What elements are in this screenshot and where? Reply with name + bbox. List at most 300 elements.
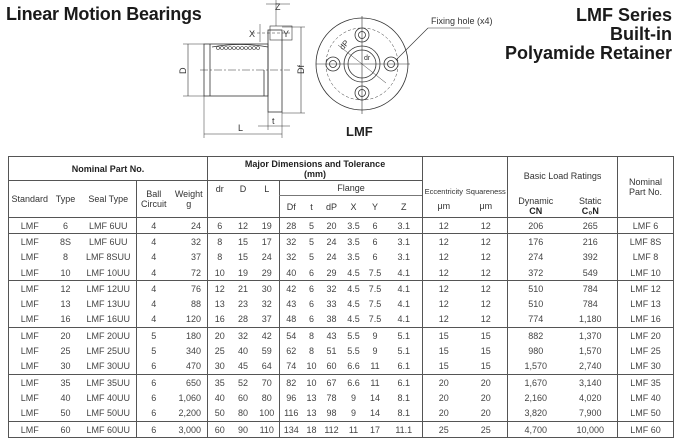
- svg-text:X: X: [249, 29, 256, 39]
- header-weight-unit: g: [186, 199, 192, 209]
- cell-eccentricity: 12: [423, 312, 465, 328]
- cell-Df: 40: [280, 265, 303, 281]
- header-eccentricity-unit: μm: [437, 201, 451, 212]
- cell-D: 45: [237, 361, 248, 372]
- cell-Y: 7.5: [368, 314, 382, 325]
- header-static-unit: C₀N: [581, 206, 599, 217]
- cell-X: 6.6: [347, 361, 360, 372]
- cell-weight: 180: [171, 328, 208, 344]
- table-row: [9, 234, 674, 250]
- cell-Y: 14: [369, 392, 380, 403]
- header-Df: Df: [280, 196, 303, 218]
- cell-Z: 3.1: [386, 234, 423, 250]
- cell-seal-type: LMF 30UU: [86, 361, 130, 372]
- cell-dr: 10: [208, 265, 232, 281]
- cell-dynamic-load: 176: [508, 234, 564, 250]
- cell-X: 5.5: [347, 346, 360, 357]
- cell-standard: LMF: [9, 328, 51, 344]
- cell-X: 3.5: [343, 234, 365, 250]
- cell-ball-circuit: 4: [137, 281, 171, 297]
- cell-weight: 88: [190, 299, 201, 310]
- cell-dynamic-load: 372: [508, 265, 564, 281]
- cell-L: 59: [261, 346, 272, 357]
- cell-dr: 12: [208, 281, 232, 297]
- cell-ball-circuit: 5: [137, 343, 171, 358]
- cell-Z: 8.1: [397, 392, 411, 403]
- cell-Df: 54: [280, 328, 303, 344]
- cell-squareness: 15: [480, 361, 491, 372]
- cell-seal-type: LMF 10UU: [86, 267, 130, 278]
- cell-L: 42: [255, 328, 280, 344]
- cell-dynamic-load: 882: [508, 328, 564, 344]
- cell-weight: 340: [185, 346, 201, 357]
- cell-eccentricity: 12: [423, 234, 465, 250]
- cell-seal-type: LMF 8SUU: [85, 252, 131, 263]
- cell-ball-circuit: 5: [137, 328, 171, 344]
- cell-dr: 50: [208, 406, 232, 422]
- cell-dynamic-load: 510: [508, 281, 564, 297]
- cell-L: 70: [255, 374, 280, 390]
- cell-t: 5: [308, 252, 314, 263]
- cell-D: 52: [232, 374, 255, 390]
- cell-t: 13: [306, 408, 317, 419]
- cell-t: 6: [308, 267, 314, 278]
- cell-D: 19: [237, 267, 248, 278]
- cell-Y: 9: [372, 346, 378, 357]
- cell-Z: 6.1: [397, 361, 411, 372]
- cell-seal-type: LMF 25UU: [86, 346, 130, 357]
- cell-type: 20: [51, 328, 81, 344]
- cell-L: 19: [255, 218, 280, 234]
- svg-text:Z: Z: [275, 2, 281, 12]
- cell-Z: 4.1: [397, 267, 411, 278]
- svg-text:t: t: [272, 116, 275, 126]
- cell-Df: 32: [280, 250, 303, 265]
- cell-Z: 11.1: [386, 421, 423, 437]
- header-flange: Flange: [280, 181, 423, 196]
- header-Z: Z: [401, 201, 407, 212]
- cell-Df: 42: [280, 281, 303, 297]
- cell-seal-type: LMF 16UU: [86, 314, 130, 325]
- cell-type: 50: [60, 408, 71, 419]
- cell-ball-circuit: 4: [137, 312, 171, 328]
- cell-t: 6: [308, 299, 314, 310]
- svg-text:D: D: [178, 67, 188, 74]
- cell-dynamic-load: 1,670: [508, 374, 564, 390]
- cell-dr: 8: [208, 250, 232, 265]
- header-dynamic-label: Dynamic: [518, 196, 554, 207]
- cell-eccentricity: 12: [423, 250, 465, 265]
- cell-standard: LMF: [20, 299, 39, 310]
- cell-squareness: 12: [480, 314, 491, 325]
- svg-text:dP: dP: [337, 38, 351, 52]
- cell-type: 40: [60, 392, 71, 403]
- cell-squareness: 12: [480, 252, 491, 263]
- cell-weight: 650: [171, 374, 208, 390]
- cell-D: 21: [232, 281, 255, 297]
- cell-type: 6: [51, 218, 81, 234]
- cell-Df: 116: [280, 406, 303, 422]
- cell-type: 10: [60, 267, 71, 278]
- cell-dr: 6: [208, 218, 232, 234]
- table-row: [9, 312, 674, 328]
- cell-seal-type: LMF 50UU: [86, 408, 130, 419]
- page-title: Linear Motion Bearings: [6, 4, 202, 24]
- cell-eccentricity: 25: [423, 421, 465, 437]
- cell-X: 5.5: [343, 328, 365, 344]
- cell-dr: 13: [208, 296, 232, 311]
- cell-static-load: 784: [582, 299, 598, 310]
- header-t: t: [310, 201, 313, 212]
- cell-dynamic-load: 2,160: [508, 390, 564, 405]
- header-L: L: [264, 184, 270, 194]
- cell-seal-type: LMF 20UU: [81, 328, 137, 344]
- cell-squareness: 15: [465, 328, 508, 344]
- header-nominal-line2: Part No.: [629, 187, 663, 197]
- cell-nominal-part-no: LMF 6: [618, 218, 674, 234]
- cell-dr: 25: [208, 343, 232, 358]
- header-nominal-part-no-right: [618, 157, 674, 218]
- cell-static-load: 216: [564, 234, 618, 250]
- cell-nominal-part-no: LMF 40: [618, 390, 674, 405]
- header-D: D: [239, 184, 247, 194]
- cell-X: 11: [343, 421, 365, 437]
- cell-dP: 67: [321, 374, 343, 390]
- cell-Df: 43: [280, 296, 303, 311]
- header-eccentricity-label: Eccentricity: [424, 187, 463, 197]
- header-squareness: [465, 187, 508, 218]
- cell-squareness: 12: [465, 218, 508, 234]
- cell-dP: 60: [326, 361, 337, 372]
- cell-nominal-part-no: LMF 8: [618, 250, 674, 265]
- cell-nominal-part-no: LMF 8S: [618, 234, 674, 250]
- cell-nominal-part-no: LMF 50: [618, 406, 674, 422]
- cell-weight: 3,000: [171, 421, 208, 437]
- cell-seal-type: LMF 6UU: [81, 218, 137, 234]
- cell-dP: 51: [326, 346, 337, 357]
- cell-D: 15: [237, 252, 248, 263]
- header-type: Type: [55, 194, 76, 204]
- cell-X: 4.5: [347, 314, 360, 325]
- cell-nominal-part-no: LMF 25: [618, 343, 674, 358]
- svg-text:Df: Df: [296, 65, 306, 74]
- header-squareness-label: Squareness: [465, 187, 506, 197]
- series-title: [505, 6, 672, 63]
- cell-X: 4.5: [343, 281, 365, 297]
- cell-Df: 28: [280, 218, 303, 234]
- cell-standard: LMF: [9, 421, 51, 437]
- table-row: [9, 328, 674, 344]
- cell-dynamic-load: 980: [508, 343, 564, 358]
- cell-X: 4.5: [347, 299, 360, 310]
- cell-X: 6.6: [343, 374, 365, 390]
- cell-weight: 24: [171, 218, 208, 234]
- cell-nominal-part-no: LMF 12: [618, 281, 674, 297]
- cell-Df: 48: [280, 312, 303, 328]
- cell-type: 12: [51, 281, 81, 297]
- cell-t: 5: [303, 218, 321, 234]
- cell-weight: 76: [171, 281, 208, 297]
- cell-standard: LMF: [9, 234, 51, 250]
- cell-type: 16: [60, 314, 71, 325]
- cell-dP: 98: [326, 408, 337, 419]
- cell-t: 8: [308, 346, 314, 357]
- cell-type: 60: [51, 421, 81, 437]
- cell-standard: LMF: [20, 252, 39, 263]
- cell-dP: 29: [326, 267, 337, 278]
- cell-seal-type: LMF 6UU: [81, 234, 137, 250]
- cell-eccentricity: 12: [423, 281, 465, 297]
- cell-D: 90: [232, 421, 255, 437]
- table-row: [9, 281, 674, 297]
- cell-squareness: 15: [480, 346, 491, 357]
- cell-dynamic-load: 3,820: [508, 406, 564, 422]
- cell-Df: 134: [280, 421, 303, 437]
- header-Y: Y: [371, 201, 378, 212]
- svg-text:L: L: [238, 123, 244, 133]
- header-seal-type: Seal Type: [88, 194, 129, 204]
- cell-L: 80: [261, 392, 272, 403]
- cell-standard: LMF: [20, 267, 39, 278]
- header-dP: dP: [325, 201, 337, 212]
- cell-standard: LMF: [20, 346, 39, 357]
- cell-weight: 120: [185, 314, 201, 325]
- cell-L: 37: [261, 314, 272, 325]
- cell-t: 6: [303, 281, 321, 297]
- header-squareness-unit: μm: [479, 201, 493, 212]
- cell-ball-circuit: 4: [137, 250, 171, 265]
- table-row: [9, 265, 674, 281]
- table-row: [9, 390, 674, 405]
- cell-weight: 32: [171, 234, 208, 250]
- cell-standard: LMF: [20, 361, 39, 372]
- cell-L: 17: [255, 234, 280, 250]
- cell-dr: 20: [208, 328, 232, 344]
- cell-eccentricity: 12: [423, 296, 465, 311]
- cell-D: 23: [237, 299, 248, 310]
- header-dynamic-unit: CN: [529, 206, 543, 217]
- cell-static-load: 549: [582, 267, 598, 278]
- cell-dP: 38: [326, 314, 337, 325]
- cell-dP: 112: [321, 421, 343, 437]
- cell-type: 8S: [51, 234, 81, 250]
- cell-squareness: 12: [465, 234, 508, 250]
- table-row: [9, 218, 674, 234]
- cell-Y: 7.5: [368, 299, 382, 310]
- cell-dP: 33: [326, 299, 337, 310]
- cell-nominal-part-no: LMF 16: [618, 312, 674, 328]
- cell-static-load: 1,180: [579, 314, 602, 325]
- cell-ball-circuit: 6: [137, 421, 171, 437]
- cell-D: 40: [237, 346, 248, 357]
- cell-seal-type: LMF 13UU: [86, 299, 130, 310]
- series-title-line: LMF Series: [575, 5, 672, 25]
- header-major-dimensions: [208, 157, 423, 181]
- cell-static-load: 1,370: [564, 328, 618, 344]
- cell-Df: 32: [280, 234, 303, 250]
- cell-Y: 11: [370, 361, 380, 372]
- cell-ball-circuit: 6: [137, 390, 171, 405]
- cell-static-load: 3,140: [564, 374, 618, 390]
- table-row: [9, 343, 674, 358]
- cell-Y: 7.5: [365, 281, 386, 297]
- cell-eccentricity: 15: [423, 343, 465, 358]
- cell-Z: 4.1: [397, 299, 411, 310]
- cell-Df: 62: [280, 343, 303, 358]
- header-ball-line1: Ball: [146, 189, 162, 199]
- cell-static-load: 784: [564, 281, 618, 297]
- cell-squareness: 12: [480, 299, 491, 310]
- cell-nominal-part-no: LMF 20: [618, 328, 674, 344]
- header-ball-line2: Circuit: [140, 199, 167, 209]
- cell-D: 60: [237, 392, 248, 403]
- cell-L: 64: [261, 361, 272, 372]
- cell-weight: 37: [190, 252, 201, 263]
- cell-ball-circuit: 6: [137, 374, 171, 390]
- cell-X: 3.5: [347, 252, 360, 263]
- header-basic-load-ratings: Basic Load Ratings: [508, 157, 618, 196]
- cell-weight: 470: [185, 361, 201, 372]
- header-static: [564, 196, 618, 218]
- cell-type: 25: [60, 346, 71, 357]
- cell-weight: 72: [190, 267, 201, 278]
- cell-seal-type: LMF 12UU: [81, 281, 137, 297]
- cell-ball-circuit: 4: [137, 265, 171, 281]
- cell-Z: 5.1: [397, 346, 411, 357]
- cell-Df: 74: [280, 359, 303, 375]
- cell-static-load: 392: [582, 252, 598, 263]
- cell-t: 10: [303, 374, 321, 390]
- cell-D: 12: [232, 218, 255, 234]
- cell-Y: 11: [365, 374, 386, 390]
- cell-standard: LMF: [9, 218, 51, 234]
- table-row: [9, 296, 674, 311]
- series-title-line: Built-in: [610, 24, 672, 44]
- drawing-model-label: LMF: [346, 124, 373, 139]
- cell-squareness: 20: [465, 374, 508, 390]
- cell-t: 18: [303, 421, 321, 437]
- cell-Z: 8.1: [397, 408, 411, 419]
- cell-squareness: 20: [480, 408, 491, 419]
- cell-weight: 1,060: [178, 392, 201, 403]
- cell-standard: LMF: [9, 281, 51, 297]
- cell-Df: 96: [280, 390, 303, 405]
- cell-Y: 6: [365, 218, 386, 234]
- header-standard: Standard: [11, 194, 49, 204]
- cell-seal-type: LMF 35UU: [81, 374, 137, 390]
- cell-type: 13: [60, 299, 71, 310]
- cell-Z: 6.1: [386, 374, 423, 390]
- cell-dynamic-load: 4,700: [508, 421, 564, 437]
- header-static-label: Static: [579, 196, 602, 207]
- cell-type: 30: [60, 361, 71, 372]
- cell-t: 6: [308, 314, 314, 325]
- cell-L: 30: [255, 281, 280, 297]
- cell-standard: LMF: [20, 392, 39, 403]
- header-X: X: [350, 201, 357, 212]
- cell-squareness: 12: [480, 267, 491, 278]
- cell-squareness: 20: [480, 392, 491, 403]
- cell-eccentricity: 15: [423, 359, 465, 375]
- cell-dP: 43: [321, 328, 343, 344]
- cell-dr: 40: [208, 390, 232, 405]
- bearing-drawing: [170, 0, 470, 150]
- cell-seal-type: LMF 40UU: [86, 392, 130, 403]
- svg-text:dr: dr: [364, 55, 371, 62]
- cell-ball-circuit: 4: [137, 234, 171, 250]
- cell-nominal-part-no: LMF 35: [618, 374, 674, 390]
- cell-dP: 24: [326, 252, 337, 263]
- cell-static-load: 1,570: [579, 346, 602, 357]
- cell-L: 100: [259, 408, 275, 419]
- cell-squareness: 12: [465, 281, 508, 297]
- cell-D: 32: [232, 328, 255, 344]
- cell-nominal-part-no: LMF 13: [618, 296, 674, 311]
- cell-dr: 16: [208, 312, 232, 328]
- header-eccentricity: [423, 187, 465, 218]
- cell-Y: 6: [372, 252, 378, 263]
- cell-L: 24: [261, 252, 272, 263]
- cell-t: 13: [306, 392, 317, 403]
- table-row: [9, 406, 674, 422]
- header-major-dimensions-line1: Major Dimensions and Tolerance: [244, 158, 386, 169]
- cell-dynamic-load: 1,570: [508, 359, 564, 375]
- cell-static-load: 4,020: [579, 392, 602, 403]
- cell-standard: LMF: [20, 314, 39, 325]
- cell-L: 32: [261, 299, 272, 310]
- cell-dP: 32: [321, 281, 343, 297]
- table-row: [9, 421, 674, 437]
- header-major-dimensions-unit: (mm): [304, 168, 327, 179]
- cell-dr: 35: [208, 374, 232, 390]
- cell-Z: 3.1: [397, 252, 411, 263]
- cell-standard: LMF: [9, 374, 51, 390]
- header-ball-circuit: [137, 181, 171, 218]
- cell-nominal-part-no: LMF 60: [618, 421, 674, 437]
- table-row: [9, 374, 674, 390]
- cell-dynamic-load: 206: [508, 218, 564, 234]
- cell-Df: 82: [280, 374, 303, 390]
- cell-ball-circuit: 4: [137, 296, 171, 311]
- spec-table: [8, 156, 674, 438]
- cell-type: 8: [62, 252, 68, 263]
- cell-eccentricity: 15: [423, 328, 465, 344]
- series-title-line: Polyamide Retainer: [504, 43, 672, 63]
- cell-eccentricity: 20: [423, 390, 465, 405]
- cell-dP: 78: [326, 392, 337, 403]
- cell-X: 4.5: [347, 267, 360, 278]
- cell-static-load: 2,740: [579, 361, 602, 372]
- cell-Z: 4.1: [386, 281, 423, 297]
- cell-static-load: 265: [564, 218, 618, 234]
- cell-t: 10: [306, 361, 317, 372]
- header-weight: [171, 181, 208, 218]
- cell-Y: 7.5: [368, 267, 382, 278]
- cell-dr: 60: [208, 421, 232, 437]
- cell-dP: 20: [321, 218, 343, 234]
- cell-type: 35: [51, 374, 81, 390]
- cell-Y: 9: [365, 328, 386, 344]
- table-row: [9, 250, 674, 265]
- cell-dP: 24: [321, 234, 343, 250]
- cell-ball-circuit: 6: [137, 359, 171, 375]
- cell-t: 8: [303, 328, 321, 344]
- cell-eccentricity: 12: [423, 265, 465, 281]
- header-dr: dr: [208, 181, 232, 218]
- cell-Z: 5.1: [386, 328, 423, 344]
- cell-weight: 2,200: [178, 408, 201, 419]
- header-weight-line1: Weight: [174, 189, 203, 199]
